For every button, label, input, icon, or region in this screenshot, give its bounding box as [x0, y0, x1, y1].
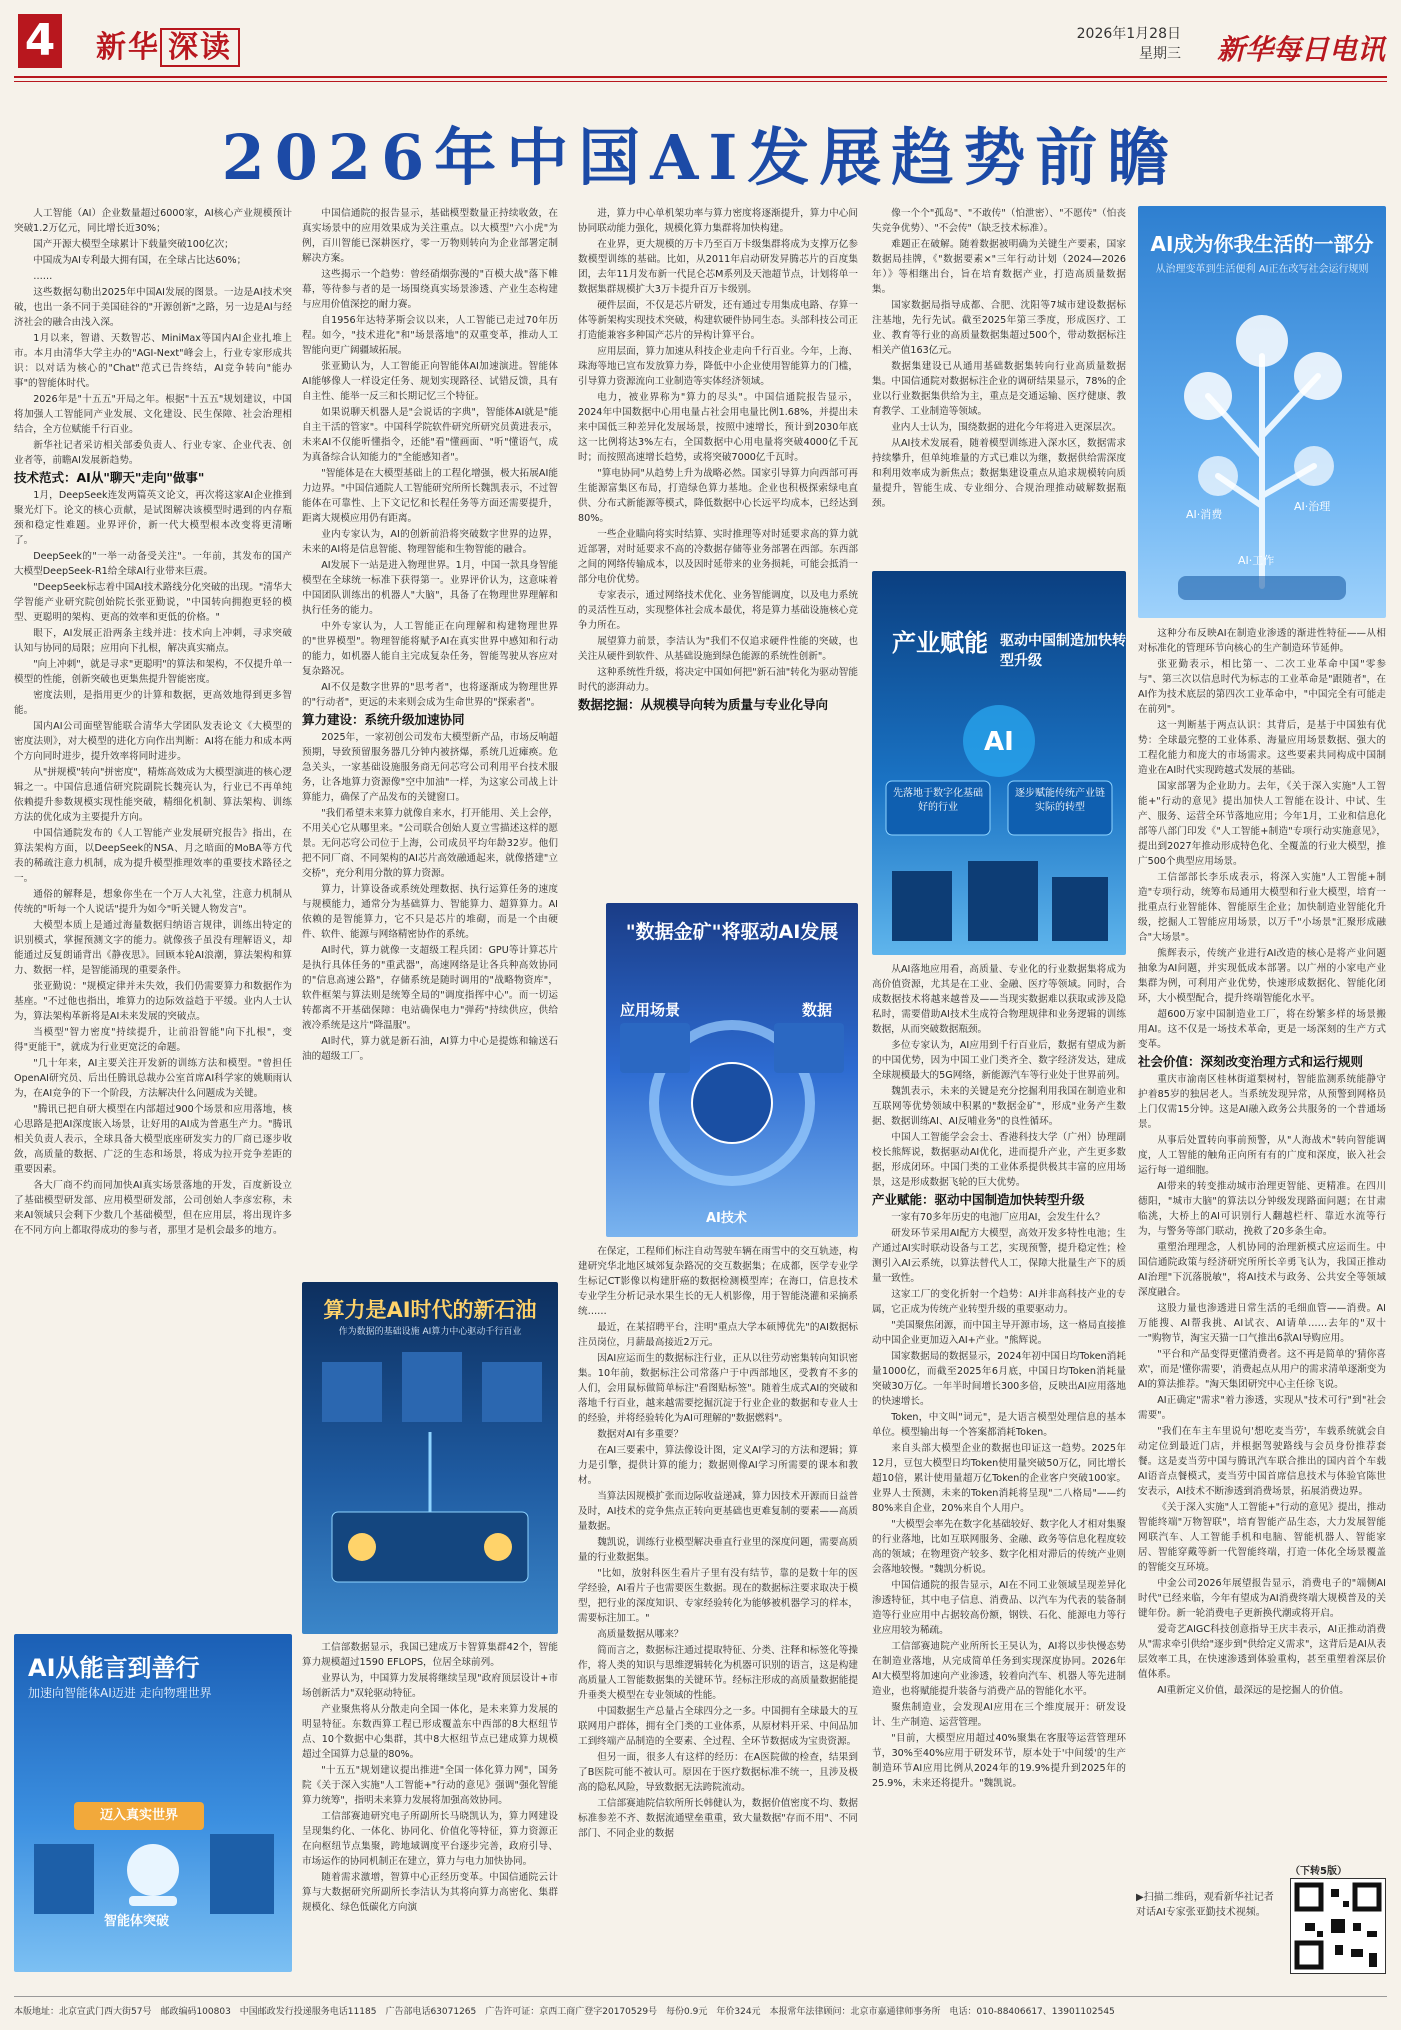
paragraph: 硬件层面，不仅是芯片研发，还有通过专用集成电路、存算一体等新架构实现技术突破，构建软硬件协同生态。头部科技公司正打造能兼容多种国产芯片的异构计算平台。 [578, 300, 858, 341]
paragraph: "美国聚焦闭源，而中国主导开源市场，这一格局直接推动中国企业更加迈入AI+产业。"熊辉说。 [872, 1320, 1126, 1346]
footer-rule [14, 1996, 1387, 1997]
paragraph: 从AI技术发展看，随着模型训练进入深水区，数据需求持续攀升，但单纯堆量的方式已难以为继，数据供给需深度和利用效率成为新焦点；数据集建设重点从追求规模转向质量提升，智能生成、专业细分、合规治理推动破解数据瓶颈。 [872, 438, 1126, 509]
paragraph: 魏凯说，训练行业模型解决垂直行业里的深度问题，需要高质量的行业数据集。 [578, 1537, 858, 1563]
tag-governance: AI·治理 [1294, 500, 1331, 513]
data-label-data: 数据 [802, 1001, 833, 1019]
paragraph: 数据对AI有多重要？ [597, 1429, 684, 1440]
paragraph: AI正确定"需求"着力渗透，实现从"技术可行"到"社会需要"。 [1138, 1395, 1386, 1421]
illustration-ai-life [1138, 206, 1386, 618]
paragraph: 多位专家认为，AI应用到千行百业后，数据有望成为新的中国优势，因为中国工业门类齐全、数字经济发达，建成全球规模最大的5G网络，新能源汽车等行业处于世界前列。 [872, 1040, 1126, 1081]
paragraph: 专家表示，通过网络技术优化、业务智能调度，以及电力系统的灵活性互动，实现整体社会成本最优，将是算力基础设施核心竞争力所在。 [578, 590, 858, 631]
paragraph: 在保定，工程师们标注自动驾驶车辆在雨雪中的交互轨迹，构建研究华北地区城郊复杂路况的交互数据集；在成都，医学专业学生标记CT影像以构建肝癌的数据检测模型库；在海口，信息技术专业学生分析记录水果生长的无人机影像，用于智能浇灌和采摘系统…… [578, 1246, 858, 1317]
section-heading: 数据挖掘：从规模导向转为质量与专业化导向 [578, 697, 829, 712]
paragraph: 当模型"智力密度"持续提升，让前沿智能"向下扎根"，变得"更能干"，就成为行业更宽泛的命题。 [14, 1027, 292, 1053]
paragraph: 中国数据生产总量占全球四分之一多。中国拥有全球最大的互联网用户群体，拥有全门类的工业体系，从原材料开采、中间品加工到终端产品制造的全要素、全过程、全环节数据成为宝贵资源。 [578, 1706, 858, 1747]
column-logo [96, 22, 240, 66]
article-column-2 [302, 206, 558, 1274]
paragraph: 产业聚焦将从分散走向全国一体化，是未来算力发展的明显特征。东数西算工程已形成覆盖东中西部的8大枢纽节点、10个数据中心集群，其中8大枢纽节点已建成算力规模超过全国算力总量的80%。 [302, 1704, 558, 1760]
illustration-title: 产业赋能 [892, 629, 988, 657]
article-column-3 [578, 206, 858, 896]
paragraph: 工信部赛迪研究电子所副所长马晓凯认为，算力网建设呈现集约化、一体化、协同化、价值化等特征，算力资源正在向枢纽节点集聚，跨地域调度平台逐步完善，政府引导、市场运作的协同机制正在建立，算力与电力加快协同。 [302, 1811, 558, 1867]
paragraph: 国家部署为企业助力。去年，《关于深入实施"人工智能+"行动的意见》提出加快人工智能在设计、中试、生产、服务、运营全环节落地应用；今年1月，工业和信息化部等八部门印发《"人工智能+制造"专项行动实施意见》，提出到2027年推动形成特色化、全覆盖的行业大模型，推广500个典型应用场景。 [1138, 781, 1386, 867]
footer-info: 本版地址：北京宣武门西大街57号 邮政编码100803 中国邮政发行投递服务电话11185 广告部电话63071265 广告许可证：京西工商广登字20170529号 每份0.9元 年价324元 本报常年法律顾问：北京市嘉通律师事务所 电话：010-88406617、13901102545 [14, 2007, 1115, 2017]
paragraph: 国家数据局指导成都、合肥、沈阳等7城市建设数据标注基地，先行先试。截至2025年第三季度，形成医疗、工业、教育等行业的高质量数据集超过500个，带动数据标注相关产值163亿元。 [872, 300, 1126, 356]
illustration-subtitle: 作为数据的基础设施 AI算力中心驱动千行百业 [338, 1327, 522, 1337]
paragraph: 工信部赛迪院信软所所长韩健认为，数据价值密度不均、数据标准参差不齐、数据流通壁垒重重，致大量数据"存而不用"、不同部门、不同企业的数据 [578, 1798, 858, 1839]
paragraph: 中国人工智能学会会士、香港科技大学（广州）协理副校长熊辉说，数据驱动AI优化，进而提升产业，产生更多数据，形成闭环。中国门类的工业体系提供极其丰富的应用场景，这是形成数据飞轮的巨大优势。 [872, 1132, 1126, 1188]
paragraph: 通俗的解释是，想象你坐在一个万人大礼堂，注意力机制从传统的"听每一个人说话"提升为如今"听关键人物发言"。 [14, 889, 292, 915]
paragraph: 工信部部长李乐成表示，将深入实施"人工智能+制造"专项行动，统筹布局通用大模型和行业大模型，培育一批重点行业智能体、智能原生企业；加快制造业智能化升级，挖掘人工智能应用场景，以万千"小场景"汇聚形成融合"大场景"。 [1138, 872, 1386, 943]
paragraph: 数据集建设已从通用基础数据集转向行业高质量数据集。中国信通院对数据标注企业的调研结果显示，78%的企业以行业数据集供给为主，重点是交通运输、医疗健康、教育教学、工业制造等领域。 [872, 361, 1126, 417]
paragraph: AI时代，算力就是新石油，AI算力中心是提炼和输送石油的超级工厂。 [302, 1036, 558, 1062]
tag-consumption: AI·消费 [1186, 508, 1223, 521]
paragraph: 进，算力中心单机架功率与算力密度将逐渐提升，算力中心间协同联动能力强化，规模化算力集群将加快构建。 [578, 208, 858, 234]
section-heading: 技术范式：AI从"聊天"走向"做事" [14, 470, 205, 485]
article-column-5 [1138, 626, 1386, 1860]
paragraph: 因AI应运而生的数据标注行业，正从以往劳动密集转向知识密集。10年前，数据标注公司常落户于中西部地区，受教育不多的人们，会用鼠标做简单标注"看图贴标签"。随着生成式AI的突破和落地千行百业，越来越需要挖掘沉淀于行业企业的数据和专业人士的经验，并将经验转化为AI可理解的"数据燃料"。 [578, 1353, 858, 1424]
article-column-2-lower [302, 1640, 558, 1988]
paragraph: 当算法因规模扩张而边际收益递减，算力因技术开源而日益普及时，AI技术的竞争焦点正转向更基础也更难复制的要素——高质量数据。 [578, 1491, 858, 1532]
ai-label: AI [984, 727, 1014, 757]
paragraph: 研发环节采用AI配方大模型，高效开发多特性电池；生产通过AI实时联动设备与工艺，实现预警，提升稳定性；检测引入AI云系统，以算法替代人工，保障大批量生产下的质量一致性。 [872, 1228, 1126, 1284]
illustration-subtitle: 驱动中国制造加快转型升级 [1000, 633, 1126, 669]
paragraph: 张亚勤认为，人工智能正向智能体AI加速演进。智能体AI能够像人一样设定任务、规划实现路径、试错反馈，具有自主性、能举一反三和长期记忆三个特征。 [302, 361, 558, 402]
paragraph: 聚焦制造业，会发现AI应用在三个维度展开：研发设计、生产制造、运营管理。 [872, 1702, 1126, 1728]
industry-box-2: 逐步赋能传统产业链实际的转型 [1015, 788, 1105, 813]
issue-date [1077, 24, 1181, 64]
paragraph: "目前，大模型应用超过40%聚集在客服等运营管理环节，30%至40%应用于研发环节，原本处于'中间缓'的生产制造环节AI应用比例从2024年的19.9%提升到2025年的25.9%，未来还将提升。"魏凯说。 [872, 1733, 1126, 1789]
paragraph: 难题正在破解。随着数据被明确为关键生产要素，国家数据局挂牌，《"数据要素×"三年行动计划（2024—2026年）》等相继出台，旨在培育数据产业，打造高质量数据集。 [872, 239, 1126, 295]
paragraph: AI不仅是数字世界的"思考者"，也将逐渐成为物理世界的"行动者"，更远的未来则会成为生命世界的"探索者"。 [302, 682, 558, 708]
illustration-industry [872, 571, 1126, 955]
paragraph: 国家数据局的数据显示，2024年初中国日均Token消耗量1000亿，而截至2025年6月底，中国日均Token消耗量突破30万亿。一年半时间增长300多倍，反映出AI应用落地的快速增长。 [872, 1351, 1126, 1407]
data-label-ai: AI技术 [706, 1211, 747, 1226]
paragraph: "平台和产品变得更懂消费者。这不再是简单的'猜你喜欢'，而是'懂你需要'，消费起点从用户的需求清单逐渐变为AI的算法推荐。"淘天集团研究中心主任徐飞说。 [1138, 1349, 1386, 1390]
paragraph: 大模型本质上是通过海量数据归纳语言规律，训练出特定的识别模式，掌握预测文字的能力。就像孩子虽没有理解语义，却能通过反复朗诵背出《静夜思》。回顾本轮AI浪潮，算法架构和算力、数据一样，是智能涌现的重要条件。 [14, 920, 292, 976]
section-heading: 算力建设：系统升级加速协同 [302, 712, 465, 727]
paragraph: AI重新定义价值，最深远的是挖掘人的价值。 [1157, 1685, 1349, 1696]
paragraph: 应用层面，算力加速从科技企业走向千行百业。今年，上海、珠海等地已宣布发放算力券，降低中小企业使用智能算力的门槛，引导算力资源流向工业制造等实体经济领域。 [578, 346, 858, 387]
article-column-4 [872, 206, 1126, 564]
data-cycle-graphic [606, 903, 858, 1237]
paragraph: Token，中文叫"词元"，是大语言模型处理信息的基本单位。模型输出每一个答案都消耗Token。 [872, 1412, 1126, 1438]
page-headline: 2026年中国AI发展趋势前瞻 [221, 121, 1180, 194]
illustration-badge: 迈入真实世界 [74, 1802, 204, 1830]
paragraph: 像一个个"孤岛"、"不敢传"（怕泄密）、"不愿传"（怕丧失竞争优势）、"不会传"（缺乏技术标准）。 [872, 208, 1126, 234]
paragraph: …… [33, 271, 53, 282]
paragraph: 业界认为，中国算力发展将继续呈现"政府顶层设计+市场创新活力"双轮驱动特征。 [302, 1673, 558, 1699]
masthead-logo: 新华每日电讯 [1216, 33, 1385, 66]
illustration-subtitle: 加速向智能体AI迈进 走向物理世界 [28, 1686, 212, 1700]
paragraph: "大模型会率先在数字化基础较好、数字化人才相对集聚的行业落地，比如互联网服务、金融、政务等信息化程度较高的领域；在物理资产较多、数字化相对滞后的传统产业则会落地较慢。"魏凯分析说。 [872, 1519, 1126, 1575]
paragraph: "DeepSeek标志着中国AI技术路线分化突破的出现。"清华大学智能产业研究院创始院长张亚勤说，"中国转向拥抱更轻的模型、更聪明的架构、更高的效率和更低的价格。" [14, 582, 292, 623]
paragraph: 这些数据勾勒出2025年中国AI发展的图景。一边是AI技术突破，也出一条不同于美国硅谷的"开源创新"之路，另一边是AI与经济社会的融合由浅入深。 [14, 287, 292, 328]
paragraph: 一些企业瞄向将实时结算、实时推理等对时延要求高的算力就近部署，对时延要求不高的冷数据存储等业务部署在西部。东西部之间的网络传输成本，以及因时延带来的业务损耗，可能会抵消一部分电价优势。 [578, 529, 858, 585]
datacenter-graphic [302, 1282, 558, 1634]
paragraph: 随着需求激增，智算中心正经历变革。中国信通院云计算与大数据研究所副所长李洁认为其将向算力高密化、集群规模化、绿色低碳化方向演 [302, 1872, 558, 1913]
illustration-data-goldmine [606, 903, 858, 1237]
paragraph: 这家工厂的变化折射一个趋势：AI并非高科技产业的专属，它正成为传统产业转型升级的重要驱动力。 [872, 1289, 1126, 1315]
illustration-title: AI成为你我生活的一部分 [1150, 232, 1374, 256]
paragraph: 国内AI公司面壁智能联合清华大学团队发表论文《大模型的密度法则》，对大模型的进化方向作出判断：AI将在能力和成本两个方向同时进步，提升效率将同时进步。 [14, 721, 292, 762]
paragraph: 人工智能（AI）企业数量超过6000家，AI核心产业规模预计突破1.2万亿元，同比增长近30%； [14, 208, 292, 234]
paragraph: "十五五"规划建议提出推进"全国一体化算力网"，国务院《关于深入实施"人工智能+"行动的意见》强调"强化智能算力统筹"，指明未来算力发展将加强高效协同。 [302, 1765, 558, 1806]
paragraph: 魏凯表示，未来的关键是充分挖掘利用我国在制造业和互联网等优势领域中积累的"数据金矿"，形成"业务产生数据、数据训练AI、AI反哺业务"的良性循环。 [872, 1086, 1126, 1127]
paragraph: 如果说聊天机器人是"会说话的字典"，智能体AI就是"能自主干活的管家"。中国科学院软件研究所研究员黄进表示，未来AI不仅能听懂指令，还能"看"懂画面、"听"懂语气，成为真备综合认知能力的"全能感知者"。 [302, 407, 558, 463]
paragraph: 中国信通院的报告显示，AI在不同工业领域呈现差异化渗透特征，其中电子信息、消费品、以汽车为代表的装备制造等行业应用中占据较高份额，钢铁、石化、能源电力等行业应用较为稀疏。 [872, 1580, 1126, 1636]
illustration-title: 算力是AI时代的新石油 [323, 1298, 537, 1322]
illustration-compute-oil [302, 1282, 558, 1634]
paragraph: DeepSeek的"一举一动备受关注"。一年前，其发布的国产大模型DeepSeek-R1给全球AI行业带来巨震。 [14, 551, 292, 577]
section-heading: 社会价值：深刻改变治理方式和运行规则 [1138, 1054, 1364, 1069]
paragraph: 最近，在某招聘平台，注明"重点大学本硕博优先"的AI数据标注员岗位，月薪最高接近2万元。 [578, 1322, 858, 1348]
paragraph: 展望算力前景，李洁认为"我们不仅追求硬件性能的突破，也关注从硬件到软件、从基础设施到绿色能源的系统性创新"。 [578, 636, 858, 662]
qr-caption: ▶扫描二维码，观看新华社记者对话AI专家张亚勤技术视频。 [1136, 1892, 1274, 1918]
paragraph: 在业界，更大规模的万卡乃至百万卡级集群将成为支撑万亿参数模型训练的基础。比如，从2011年启动研发昇腾芯片的百度集团，去年11月发布新一代昆仑芯M系列及天池超节点，计划将单一数据集群规模扩大3万卡提升百万卡级别。 [578, 239, 858, 295]
paragraph: 在AI三要素中，算法像设计图，定义AI学习的方法和逻辑；算力是引擎，提供计算的能力；数据则像AI学习所需要的课本和教材。 [578, 1445, 858, 1486]
paragraph: 算力，计算设备或系统处理数据、执行运算任务的速度与规模能力，通常分为基础算力、智能算力、超算算力。AI依赖的是智能算力，它不只是芯片的堆砌，而是一个由硬件、软件、能源与网络精密协作的系统。 [302, 884, 558, 940]
paragraph: 超600万家中国制造业工厂，将在纷繁多样的场景搬用AI。这不仅是一场技术革命，更是一场深刻的生产方式变革。 [1138, 1009, 1386, 1050]
article-column-4-lower [872, 962, 1126, 1988]
paragraph: 中金公司2026年展望报告显示，消费电子的"端侧AI时代"已经来临，今年有望成为AI消费终端大规模普及的关键年份。新一轮消费电子更新换代潮或将开启。 [1138, 1578, 1386, 1619]
paragraph: 自1956年达特茅斯会议以来，人工智能已走过70年历程。如今，"技术进化"和"场景落地"的双重变革，推动人工智能向更广阔疆域拓展。 [302, 315, 558, 356]
header-rule-thin [14, 81, 1387, 82]
article-column-3-lower [578, 1244, 858, 1988]
paragraph: 中外专家认为，人工智能正在向理解和构建物理世界的"世界模型"。物理智能将赋予AI在真实世界中感知和行动的能力，如机器人能自主完成复杂任务，智能驾驶从容应对复杂路况。 [302, 621, 558, 677]
paragraph: 业内人士认为，围绕数据的进化今年将进入更深层次。 [891, 422, 1122, 433]
paragraph: 各大厂商不约而同加快AI真实场景落地的开发，百度新设立了基础模型研发部、应用模型研发部，公司创始人李彦宏称，未来AI领域只会剩下少数几个基础模型，但在应用层，将出现许多在不同方向上都取得成功的参与者，那里才是机会最多的地方。 [14, 1180, 292, 1236]
paragraph: "算电协同"从趋势上升为战略必然。国家引导算力向西部可再生能源富集区布局，打造绿色算力基地。企业也积极探索绿电直供、分布式新能源等模式，降低数据中心长远平均成本，已经达到80%。 [578, 468, 858, 524]
paragraph: 密度法则，是指用更少的计算和数据，更高效地得到更多智能。 [14, 690, 292, 716]
paragraph: 2026年是"十五五"开局之年。根据"十五五"规划建议，中国将加强人工智能同产业发展、文化建设、民生保障、社会治理相结合，全方位赋能千行百业。 [14, 394, 292, 435]
paragraph: 一家有70多年历史的电池厂应用AI，会发生什么？ [891, 1212, 1105, 1223]
paragraph: 中国成为AI专利最大拥有国，在全球占比达60%； [33, 255, 247, 266]
paragraph: 但另一面，很多人有这样的经历：在A医院做的检查，结果到了B医院可能不被认可。原因在于医疗数据标准不统一，且涉及极高的隐私风险，导致数据无法跨院流动。 [578, 1752, 858, 1793]
paragraph: 从事后处置转向事前预警，从"人海战术"转向智能调度，人工智能的触角正向所有有的广度和深度，嵌入社会运行每一道细胞。 [1138, 1135, 1386, 1176]
paragraph: "我们在车主车里说句'想吃麦当劳'，车载系统就会自动定位到最近门店，并根据驾驶路线与会员身份推荐套餐。这是麦当劳中国与腾讯汽车联合推出的国内首个车载AI语音点餐模式，麦当劳中国首席信息技术与体验官陈世安表示，AI技术不断渗透到消费场景，拓展消费边界。 [1138, 1426, 1386, 1497]
paragraph: 来自头部大模型企业的数据也印证这一趋势。2025年12月，豆包大模型日均Token使用量突破50万亿，同比增长超10倍，累计使用量超万亿Token的企业客户突破100家。业界人士预测，未来的Token消耗将呈现"二八格局"——约80%来自企业，20%来自个人用户。 [872, 1443, 1126, 1514]
illustration-subtitle: 从治理变革到生活便利 AI正在改写社会运行规则 [1155, 264, 1369, 275]
paragraph: 张亚勤说："规模定律并未失效，我们仍需要算力和数据作为基座。"不过他也指出，堆算力的边际效益趋于平缓。业内人士认为，算法架构革新将是AI未来发展的突破点。 [14, 981, 292, 1022]
paragraph: 熊辉表示，传统产业进行AI改造的核心是将产业问题抽象为AI问题，并实现低成本部署。以广州的小家电产业集群为例，可利用产业优势，快速形成数据化、智能化闭环，大小模型配合，提升终端智能化水平。 [1138, 948, 1386, 1004]
paragraph: 这种系统性升级，将决定中国如何把"新石油"转化为驱动智能时代的澎湃动力。 [578, 667, 858, 693]
data-label-apps: 应用场景 [620, 1001, 681, 1019]
tag-work: AI·工作 [1238, 554, 1275, 567]
illustration-title: "数据金矿"将驱动AI发展 [625, 921, 839, 943]
page-number: 4 [18, 14, 62, 68]
paragraph: 张亚勤表示，相比第一、二次工业革命中国"零参与"、第三次以信息时代为标志的工业革命是"跟随者"，在AI作为技术底层的第四次工业革命中，"中国完全有可能走在前列"。 [1138, 659, 1386, 715]
qr-pattern [1291, 1879, 1385, 1973]
paragraph: 眼下，AI发展正沿两条主线并进：技术向上冲刺，寻求突破认知与协同的局限；应用向下扎根，解决真实痛点。 [14, 628, 292, 654]
continued-notice: （下转5版） [1290, 1866, 1347, 1877]
issue-date-text: 2026年1月28日 [1076, 26, 1181, 42]
paragraph: 这股力量也渗透进日常生活的毛细血管——消费。AI万能搜、AI帮我挑、AI试衣、AI请单……去年的"双十一"购物节，淘宝天猫一口气推出6款AI导购应用。 [1138, 1303, 1386, 1344]
paragraph: 重塑治理理念，人机协同的治理新模式应运而生。中国信通院政策与经济研究所所长辛勇飞认为，我国正推动AI治理"下沉落脱敏"，将AI技术与政务、公共安全等领域深度融合。 [1138, 1242, 1386, 1298]
paragraph: 高质量数据从哪来？ [597, 1629, 684, 1640]
paragraph: "我们希望未来算力就像自来水，打开能用、关上会停，不用关心它从哪里来。"公司联合创始人夏立雪描述这样的愿景。无问芯穹公司位于上海，公司成员平均年龄32岁。他们把不同厂商、不同架构的AI芯片高效融通起来，就像搭建"立交桥"，充分利用分散的算力资源。 [302, 808, 558, 879]
illustration-caption: 智能体突破 [104, 1914, 170, 1929]
paragraph: "向上冲刺"，就是寻求"更聪明"的算法和架构，不仅提升单一模型的性能，创新突破也更集焦提升智能密度。 [14, 659, 292, 685]
illustration-ai-good [14, 1634, 292, 1972]
paragraph: 这种分布反映AI在制造业渗透的渐进性特征——从相对标准化的管理环节向核心的生产制造环节延伸。 [1138, 628, 1386, 654]
paragraph: 从"拼规模"转向"拼密度"，精炼高效成为大模型演进的核心逻辑之一。中国信息通信研究院副院长魏亮认为，行业已不再单纯依赖提升参数规模实现性能突破，精细化机制、算法架构、训练方法的优化成为主要提升方向。 [14, 767, 292, 823]
issue-weekday: 星期三 [1139, 46, 1181, 62]
illustration-title: AI从能言到善行 [28, 1654, 200, 1682]
paragraph: 国产开源大模型全球累计下载量突破100亿次； [33, 239, 234, 250]
paragraph: 新华社记者采访相关部委负责人、行业专家、企业代表、创业者等，前瞻AI发展新趋势。 [14, 440, 292, 466]
paragraph: AI带来的转变推动城市治理更智能、更精准。在四川德阳，"城市大脑"的算法以分钟级发现路面问题；在甘肃临洮，大桥上的AI可识别行人翻越栏杆、靠近水流等行为，与警务等部门联动，挽救了20多条生命。 [1138, 1181, 1386, 1237]
paragraph: 重庆市渝南区桂林街道梨树村，智能监测系统能静守护着85岁的独居老人。当系统发现异常，从预警到网格员上门仅需15分钟。这是AI融入政务公共服务的一个普通场景。 [1138, 1074, 1386, 1130]
paragraph: 简而言之，数据标注通过提取特征、分类、注释和标签化等操作，将人类的知识与思维逻辑转化为机器可识别的语言，这是构建高质量人工智能数据集的关键环节。经标注形成的高质量数据能提升垂类大模型在专业领域的性能。 [578, 1645, 858, 1701]
paragraph: AI发展下一站是进入物理世界。1月，中国一款具身智能模型在全球统一标准下获得第一。业界评价认为，这意味着中国团队训练出的机器人"大脑"，具备了在物理世界理解和执行任务的能力。 [302, 560, 558, 616]
paragraph: 2025年，一家初创公司发布大模型新产品，市场反响超预期，导致预留服务器几分钟内被挤爆，系统几近瘫痪。危急关头，一家基础设施服务商无问芯穹公司利用平台技术服务，让各地算力资源像"空中加油"一样，为这家公司战上计算能力，确保了产品发布的关键窗口。 [302, 732, 558, 803]
factory-graphic [872, 571, 1126, 955]
column-logo-part-a: 新华 [96, 30, 160, 65]
paragraph: "智能体是在大模型基础上的工程化增强，极大拓展AI能力边界。"中国信通院人工智能研究所所长魏凯表示，不过智能体在可靠性、上下文记忆和长程任务等方面还需要提升，距离大规模应用仍有距离。 [302, 468, 558, 524]
paragraph: "腾讯已把自研大模型在内部超过900个场景和应用落地，核心思路是把AI深度嵌入场景，让好用的AI成为普惠生产力。"腾讯相关负责人表示，全球具备大模型底座研发实力的厂商已逐步收敛，高质量的数据、广泛的生态和场景，将成为拉开竞争差距的重要因素。 [14, 1104, 292, 1175]
paragraph: 工信部赛迪院产业所所长王昊认为，AI将以步快慢态势在制造业落地，从完成简单任务到实现深度协同。2026年AI大模型将加速向产业渗透，较着向汽车、机器人等先进制造业，也将赋能提升装备与消费产品的智能化水平。 [872, 1641, 1126, 1697]
paragraph: 电力，被业界称为"算力的尽头"。中国信通院报告显示，2024年中国数据中心用电量占社会用电量比例1.68%，并提出未来中国低三种差异化发展场景，按照中速增长，预计到2030年底这一比例将达3%左右，全国数据中心用电量将突破4000亿千瓦时；而按照高速增长趋势，或将突破7000亿千瓦时。 [578, 392, 858, 463]
qr-code-icon[interactable] [1290, 1878, 1386, 1974]
header-rule [14, 76, 1387, 78]
paragraph: 中国信通院的报告显示，基础模型数量正持续收敛，在真实场景中的应用效果成为关注重点。以大模型"六小虎"为例，百川智能已深耕医疗，零一万物则转向为企业部署定制解决方案。 [302, 208, 558, 264]
paragraph: 1月以来，智谱、天数智芯、MiniMax等国内AI企业扎堆上市。本月由清华大学主办的"AGI-Next"峰会上，行业专家形成共识：以对话为核心的"Chat"范式已告终结，AI竞争转向"能办事"的智能体时代。 [14, 333, 292, 389]
article-column-1 [14, 206, 292, 1624]
paragraph: "比如，放射科医生看片子里有没有结节，靠的是数十年的医学经验，AI看片子也需要医生数据。现在的数据标注要求取决于模型，把行业的深度知识、专家经验转化为能够被机器学习的样本，需要标注加工。" [578, 1568, 858, 1624]
paragraph: 业内专家认为，AI的创新前沿将突破数字世界的边界，未来的AI将是信息智能、物理智能和生物智能的融合。 [302, 529, 558, 555]
paragraph: 《关于深入实施"人工智能+"行动的意见》提出，推动智能终端"万物智联"，培育智能产品生态，大力发展智能网联汽车、人工智能手机和电脑、智能机器人、智能家居、智能穿戴等新一代智能终端，打造一体化全场景覆盖的智能交互环境。 [1138, 1502, 1386, 1573]
paragraph: 这些揭示一个趋势：曾经硝烟弥漫的"百模大战"落下帷幕，等待参与者的是一场围绕真实场景渗透、产业生态构建与应用价值深挖的耐力赛。 [302, 269, 558, 310]
paragraph: "几十年来，AI主要关注开发新的训练方法和模型。"曾担任OpenAI研究员、后出任腾讯总裁办公室首席AI科学家的姚顺雨认为，在AI竞争的下一个阶段，方法解决什么问题成为关键。 [14, 1058, 292, 1099]
paragraph: 这一判断基于两点认识：其背后，是基于中国独有优势：全球最完整的工业体系、海量应用场景数据、强大的工程化能力和庞大的市场需求。这些要素共同构成中国制造业在AI时代实现跨越式发展的基础。 [1138, 720, 1386, 776]
column-logo-part-b: 深读 [160, 28, 240, 67]
paragraph: 工信部数据显示，我国已建成万卡智算集群42个，智能算力规模超过1590 EFLOPS，位居全球前列。 [302, 1642, 558, 1668]
paragraph: 爱奇艺AIGC科技创意指导王庆丰表示，AI正推动消费从"需求牵引供给"逐步到"供给定义需求"，这背后是AI从表层效率工具，在快速渗透到体验重构，甚至重塑着深层价值体系。 [1138, 1624, 1386, 1680]
paragraph: 1月，DeepSeek连发两篇英文论文，再次将这家AI企业推到聚光灯下。论文的核心贡献，是试图解决该模型时遇到的内存瓶颈和稳定性难题。业界评价，新一代大模型根本改变将更清晰了。 [14, 490, 292, 546]
paragraph: 从AI落地应用看，高质量、专业化的行业数据集将成为高价值资源，尤其是在工业、金融、医疗等领域。同时，合成数据技术将越来越普及——当现实数据难以获取或涉及隐私时，需要借助AI技术生成符合物理规律和业务逻辑的训练数据，从而突破数据瓶颈。 [872, 964, 1126, 1035]
paragraph: AI时代，算力就像一支超级工程兵团：GPU等计算芯片是执行具体任务的"重武器"，高速网络是让各兵种高效协同的"信息高速公路"，存储系统是随时调用的"战略物资库"，软件框架与算法则是统筹全局的"调度指挥中心"。而一切运转都离不开基础保障：电站确保电力"弹药"持续供应，供给液冷系统是这片"降温服"。 [302, 945, 558, 1031]
industry-box-1: 先落地于数字化基础好的行业 [893, 788, 983, 813]
paragraph: 中国信通院发布的《人工智能产业发展研究报告》指出，在算法架构方面，以DeepSeek的NSA、月之暗面的MoBA等方代表的稀疏注意力机制，成为提升模型推理效率的重要技术路径之一。 [14, 828, 292, 884]
section-heading: 产业赋能：驱动中国制造加快转型升级 [872, 1192, 1085, 1207]
